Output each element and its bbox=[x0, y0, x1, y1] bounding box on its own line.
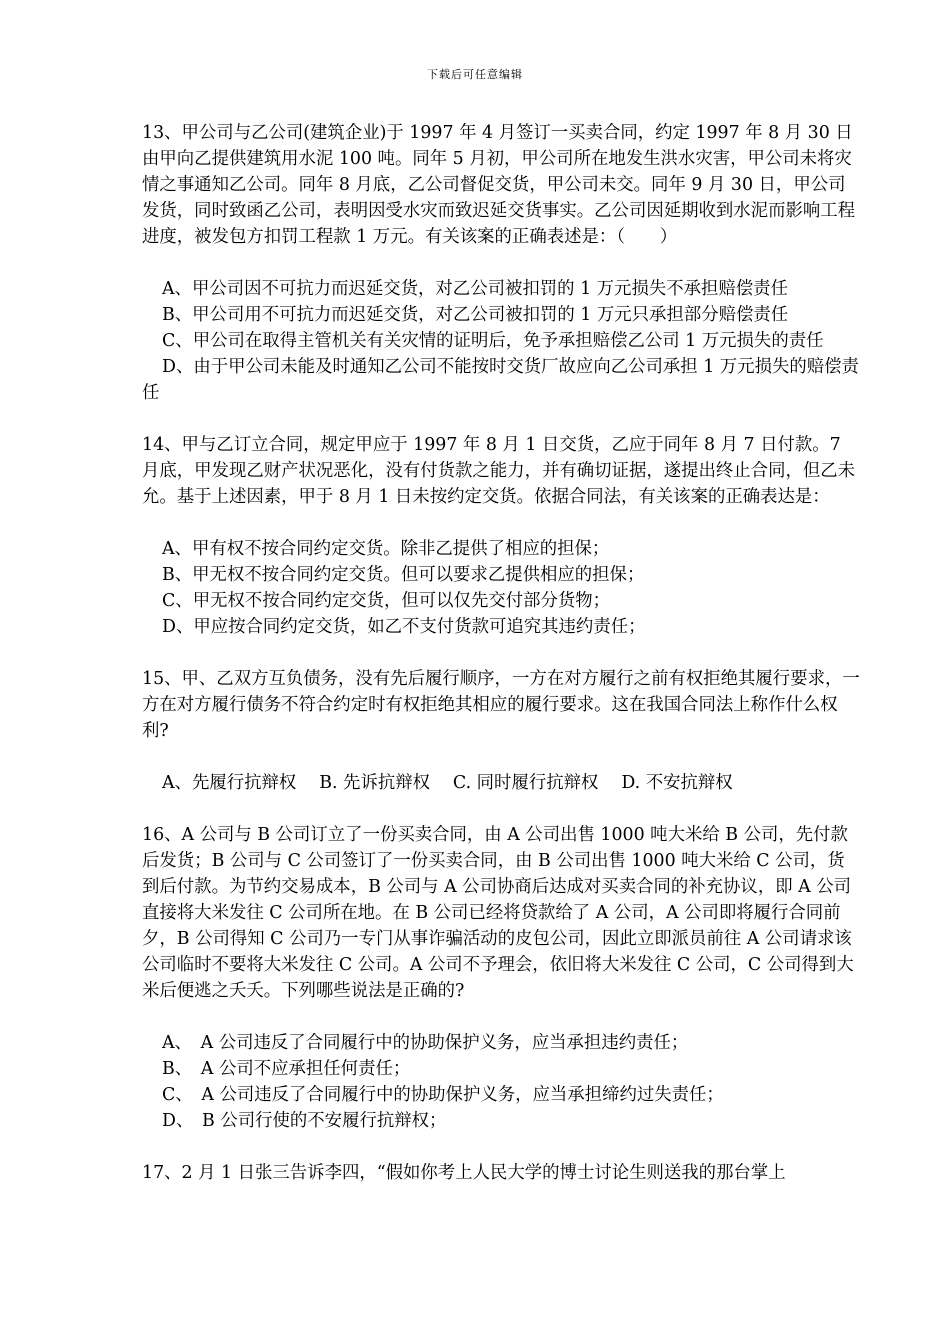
question-13-option-a: A、甲公司因不可抗力而迟延交货，对乙公司被扣罚的 1 万元损失不承担赔偿责任 bbox=[162, 279, 788, 299]
question-15: 15、甲、乙双方互负债务，没有先后履行顺序，一方在对方履行之前有权拒绝其履行要求，一方在对方履行债务不符合约定时有权拒绝其相应的履行要求。这在我国合同法上称作什么权利? bbox=[142, 669, 860, 741]
question-14-option-b: B、甲无权不按合同约定交货。但可以要求乙提供相应的担保； bbox=[162, 565, 645, 585]
question-16: 16、A 公司与 B 公司订立了一份买卖合同，由 A 公司出售 1000 吨大米给 B 公司，先付款后发货；B 公司与 C 公司签订了一份买卖合同，由 B 公司出售 1000 吨大米给 C 公司，货到后付款。为节约交易成本，B 公司与 A 公司协商后达成对买卖合同的补充协议，即 A 公司直接将大米发往 C 公司所在地。在 B 公司已经将贷款给了 A 公司，A 公司即将履行合同前夕，B 公司得知 C 公司乃一专门从事诈骗活动的皮包公司，因此立即派员前往 A 公司请求该公司临时不要将大米发往 C 公司。A 公司不予理会，依旧将大米发往 C 公司，C 公司得到大米后便逃之夭夭。下列哪些说法是正确的? bbox=[142, 825, 854, 1001]
document-body bbox=[142, 120, 862, 1186]
question-16-option-b: B、 A 公司不应承担任何责任； bbox=[162, 1059, 411, 1079]
page-header: 下载后可任意编辑 bbox=[427, 68, 523, 81]
question-14-option-d: D、甲应按合同约定交货，如乙不支付货款可追究其违约责任； bbox=[162, 617, 646, 637]
question-13-option-c: C、甲公司在取得主管机关有关灾情的证明后，免予承担赔偿乙公司 1 万元损失的责任 bbox=[162, 331, 824, 351]
question-16-option-a: A、 A 公司违反了合同履行中的协助保护义务，应当承担违约责任； bbox=[162, 1033, 689, 1053]
question-14-option-a: A、甲有权不按合同约定交货。除非乙提供了相应的担保； bbox=[162, 539, 610, 559]
question-16-option-d: D、 B 公司行使的不安履行抗辩权； bbox=[162, 1111, 447, 1131]
question-14: 14、甲与乙订立合同，规定甲应于 1997 年 8 月 1 日交货，乙应于同年 8 月 7 日付款。7 月底，甲发现乙财产状况恶化，没有付货款之能力，并有确切证据，遂提出终止合同，但乙未允。基于上述因素，甲于 8 月 1 日未按约定交货。依据合同法，有关该案的正确表达是： bbox=[142, 435, 856, 507]
question-13: 13、甲公司与乙公司(建筑企业)于 1997 年 4 月签订一买卖合同，约定 1997 年 8 月 30 日由甲向乙提供建筑用水泥 100 吨。同年 5 月初，甲公司所在地发生洪水灾害，甲公司未将灾情之事通知乙公司。同年 8 月底，乙公司督促交货，甲公司未交。同年 9 月 30 日，甲公司发货，同时致函乙公司，表明因受水灾而致迟延交货事实。乙公司因延期收到水泥而影响工程进度，被发包方扣罚工程款 1 万元。有关该案的正确表述是：（ ） bbox=[142, 123, 856, 247]
question-13-option-d: D、由于甲公司未能及时通知乙公司不能按时交货厂故应向乙公司承担 1 万元损失的赔偿责任 bbox=[142, 357, 859, 403]
question-16-option-c: C、 A 公司违反了合同履行中的协助保护义务，应当承担缔约过失责任； bbox=[162, 1085, 724, 1105]
question-15-options: A、先履行抗辩权 B. 先诉抗辩权 C. 同时履行抗辩权 D. 不安抗辩权 bbox=[162, 773, 733, 793]
question-14-option-c: C、甲无权不按合同约定交货，但可以仅先交付部分货物； bbox=[162, 591, 611, 611]
question-13-option-b: B、甲公司用不可抗力而迟延交货，对乙公司被扣罚的 1 万元只承担部分赔偿责任 bbox=[162, 305, 789, 325]
question-17: 17、2 月 1 日张三告诉李四，“假如你考上人民大学的博士讨论生则送我的那台掌上 bbox=[142, 1163, 786, 1183]
